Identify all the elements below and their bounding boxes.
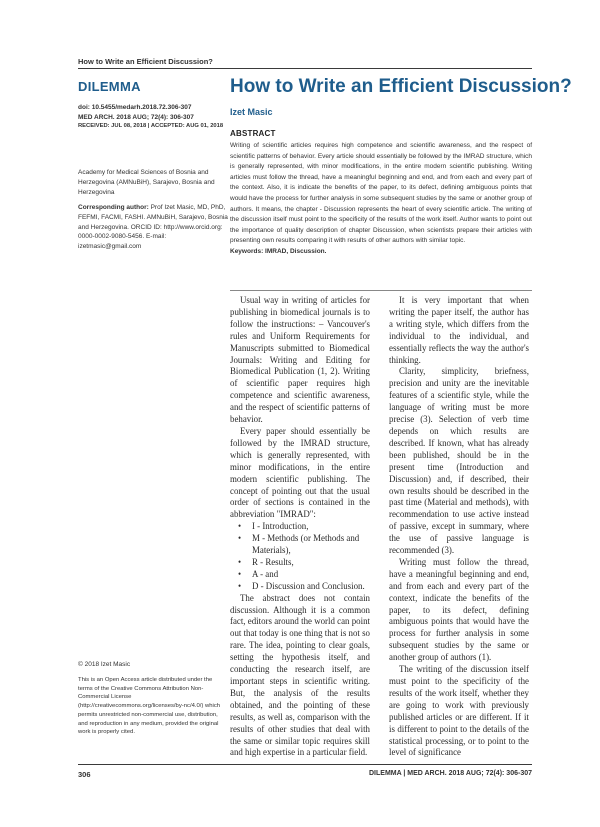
running-head: How to Write an Efficient Discussion?	[78, 57, 213, 66]
article-meta	[78, 103, 226, 132]
list-item: • A - and	[252, 569, 370, 581]
abstract-heading: ABSTRACT	[230, 129, 276, 138]
paragraph: Usual way in writing of articles for publishing in biomedical journals is to follow the instructions: – Vancouver's rules and Uniform Requirements for Manuscripts submitted to Biomedical Journals: Writing and Editing for Biomedical Publication (1, 2). Writing of scientific paper requires high competence and scientific awareness, and the respect of scientific patterns of behavior.	[230, 295, 370, 425]
corresponding-text: Prof Izet Masic, MD, PhD, FEFMI, FACMI, FASHI. AMNuBiH, Sarajevo, Bosnia and Herzegovina. ORCID ID: http://www.orcid.org: 0000-0002-9080-5456. E-mail: izetmasic@gmail.com	[78, 204, 228, 251]
paragraph: Writing must follow the thread, have a meaningful beginning and end, and from each and every part of the context, indicate the benefits of the paper, to its defect, defining ambiguous points that would have the process for further analysis in some subsequent studies by the same or another group of authors (1).	[389, 556, 529, 663]
paragraph: Clarity, simplicity, briefness, precision and unity are the inevitable features of a scientific style, while the language of writing must be more precise (3). Selection of verb time depends on which results are described. If known, what has already been published, should be in the present time (Introduction and Discussion) and, if described, their own results should be described in the past time (Material and methods), with recommendation to use active instead of passive, except in summary, where the use of passive language is recommended (3).	[389, 366, 529, 556]
paragraph: Every paper should essentially be followed by the IMRAD structure, which is generally represented, with minor modifications, in the entire modern scientific publishing. The concept of pointing out that the usual order of sections is contained in the abbreviation "IMRAD":	[230, 425, 370, 520]
bottom-rule	[78, 764, 532, 765]
abstract-text: Writing of scientific articles requires high competence and scientific awareness, and the respect of scientific patterns of behavior. Every article should essentially be followed by the IMRAD structure, which is generally represented, with minor modifications, in the entire modern scientific publishing. Writing articles must follow the thread, have a meaningful beginning and end, and from each and every part of the context. Also, it is indicate the benefits of the paper, to its defect, defining ambiguous points that would have the process for further analysis in some subsequent studies by the same or another group of authors. It means, the chapter - Discussion represents the heart of every scientific article. The writing of the discussion itself must point to the specificity of the results of the work itself. Author wants to point out the importance of quality description of chapter Discussion, when scientists prepare their articles with presenting own results comparing it with results of other authors with similar topic.	[230, 142, 532, 245]
keywords-label: Keywords:	[230, 247, 264, 255]
article-title: How to Write an Efficient Discussion?	[230, 76, 572, 97]
list-item: • D - Discussion and Conclusion.	[252, 581, 370, 593]
paragraph: The abstract does not contain discussion. Although it is a common fact, editors around the world can point out that today is one thing that is not so rare. The idea, pointing to clear goals, setting the hypothesis itself, and conducting the research itself, are important steps in scientific writing. But, the analysis of the results obtained, and the pointing of these results, as well as, comparison with the results of other studies that deal with the same or similar topic requires skill and high expertise in a particular field.	[230, 592, 370, 758]
copyright: © 2018 Izet Masic	[78, 661, 131, 668]
author-name: Izet Masic	[230, 107, 273, 117]
corresponding-author	[78, 203, 228, 252]
journal-name: DILEMMA	[78, 79, 141, 94]
page-number: 306	[78, 770, 91, 779]
keywords: IMRAD, Discussion.	[265, 247, 327, 255]
paragraph: The writing of the discussion itself must point to the specificity of the results of the work itself, whether they are going to work with previously published articles or are different. If it is different to point to the details of the statistical processing, or to point to the level of significance	[389, 664, 529, 758]
imrad-list	[230, 521, 370, 592]
citation: MED ARCH. 2018 AUG; 72(4): 306-307	[78, 113, 194, 121]
license-text: This is an Open Access article distributed under the terms of the Creative Commons Attribution Non-Commercial License (http://creativecommons.org/licenses/by-nc/4.0/) which permits unrestricted non-commercial use, distribution, and reproduction in any medium, provided the original work is properly cited.	[78, 677, 221, 736]
top-rule	[78, 68, 532, 69]
footer-citation: DILEMMA | MED ARCH. 2018 AUG; 72(4): 306-307	[369, 770, 532, 777]
abstract	[230, 141, 532, 258]
paragraph: It is very important that when writing the paper itself, the author has a writing style, which differs from the individual to the individual, and essentially reflects the way the author's thinking.	[389, 295, 529, 365]
corresponding-label: Corresponding author:	[78, 204, 149, 211]
section-rule	[230, 290, 532, 291]
doi[interactable]: doi: 10.5455/medarh.2018.72.306-307	[78, 104, 192, 111]
body-column-2	[389, 295, 529, 759]
body-column-1	[230, 295, 370, 759]
list-item: • I - Introduction,	[252, 521, 370, 533]
list-item: • M - Methods (or Methods and Materials),	[252, 533, 370, 557]
received-accepted-dates: RECEIVED: JUL 08, 2018 | ACCEPTED: AUG 01, 2018	[78, 123, 224, 129]
list-item: • R - Results,	[252, 557, 370, 569]
affiliation: Academy for Medical Sciences of Bosnia and Herzegovina (AMNuBiH), Sarajevo, Bosnia and Herzegovina	[78, 169, 215, 196]
